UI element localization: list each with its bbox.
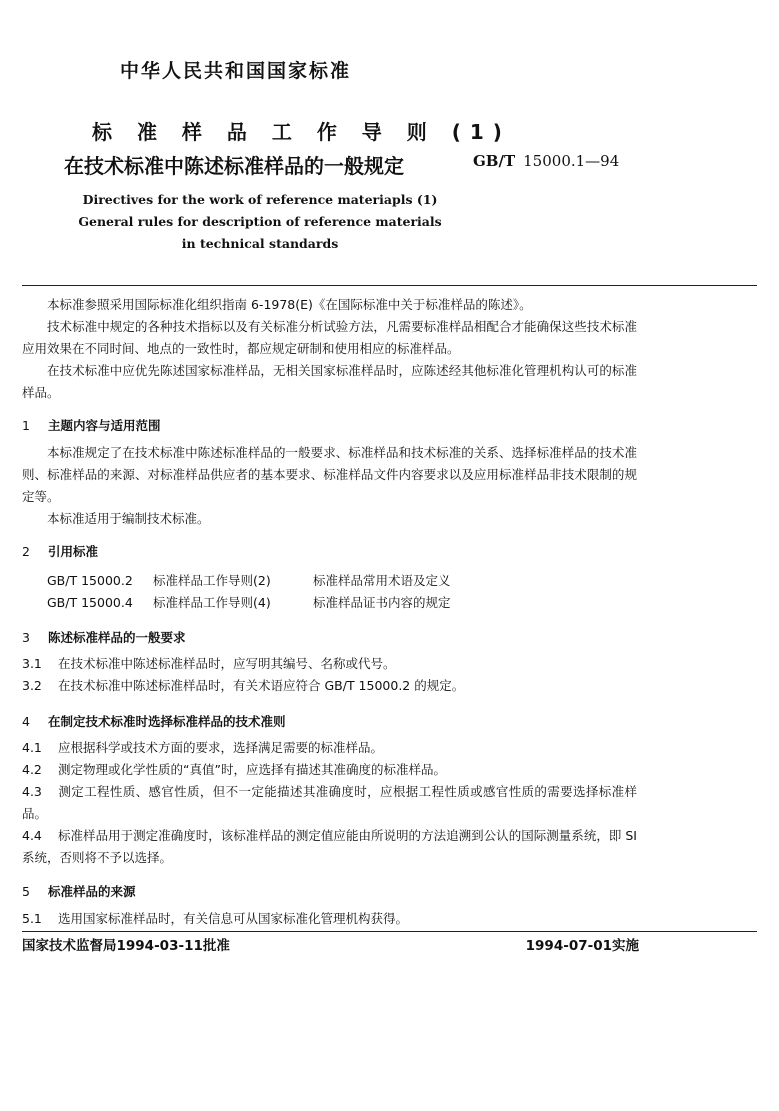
clause-text: 测定工程性质、感官性质，但不一定能描述其准确度时，应根据工程性质或感官性质的需要选择标准样品。 [22, 784, 637, 821]
document-title-line2: 在技术标准中陈述标准样品的一般规定 [64, 154, 404, 178]
preamble-paragraph: 在技术标准中应优先陈述国家标准样品，无相关国家标准样品时，应陈述经其他标准化管理机构认可的标准样品。 [22, 363, 637, 400]
section-heading [22, 542, 98, 560]
clause-item [22, 759, 637, 781]
clause-text: 在技术标准中陈述标准样品时，应写明其编号、名称或代号。 [58, 656, 396, 671]
section-number: 1 [22, 418, 30, 433]
standard-number [473, 152, 619, 170]
clause-item [22, 908, 637, 930]
clause-item [22, 781, 637, 825]
section-title: 在制定技术标准时选择标准样品的技术准则 [48, 714, 286, 729]
standard-number-value: 15000.1—94 [523, 152, 620, 170]
clause-number: 5.1 [22, 911, 42, 926]
reference-description: 标准样品证书内容的规定 [313, 595, 451, 610]
reference-entry [47, 571, 451, 589]
english-title-line1: Directives for the work of reference materiapls (1) [82, 192, 438, 207]
reference-code: GB/T 15000.4 [47, 595, 133, 610]
header-divider [22, 285, 757, 286]
section-heading [22, 416, 161, 434]
clause-item [22, 653, 637, 675]
document-title-line1: 标 准 样 品 工 作 导 则 (1) [92, 120, 511, 144]
section-title: 主题内容与适用范围 [48, 418, 161, 433]
english-title-line2: General rules for description of reference materials [78, 214, 442, 229]
section-heading [22, 712, 286, 730]
preamble-paragraph: 技术标准中规定的各种技术指标以及有关标准分析试验方法，凡需要标准样品相配合才能确保这些技术标准应用效果在不同时间、地点的一致性时，都应规定研制和使用相应的标准样品。 [22, 319, 637, 356]
clause-text: 标准样品用于测定准确度时，该标准样品的测定值应能由所说明的方法追溯到公认的国际测量系统，即 SI 系统，否则将不予以选择。 [22, 828, 637, 865]
clause-item [22, 675, 637, 697]
section-paragraph: 本标准适用于编制技术标准。 [47, 511, 210, 526]
clause-item [22, 737, 637, 759]
clause-number: 4.3 [22, 784, 42, 799]
footer-divider [22, 931, 757, 932]
preamble-paragraph: 本标准参照采用国际标准化组织指南 6-1978(E)《在国际标准中关于标准样品的陈述》。 [47, 297, 532, 312]
section-heading [22, 628, 186, 646]
clause-number: 3.2 [22, 678, 42, 693]
clause-number: 4.4 [22, 828, 42, 843]
section-number: 5 [22, 884, 30, 899]
national-standard-label: 中华人民共和国国家标准 [120, 60, 352, 82]
reference-entry [47, 593, 451, 611]
approval-date: 国家技术监督局1994-03-11批准 [22, 938, 230, 954]
clause-item [22, 825, 637, 869]
english-title-line3: in technical standards [181, 236, 339, 251]
reference-name: 标准样品工作导则(2) [153, 573, 271, 588]
standard-code: GB/T [473, 152, 516, 170]
clause-number: 4.2 [22, 762, 42, 777]
clause-text: 选用国家标准样品时，有关信息可从国家标准化管理机构获得。 [58, 911, 409, 926]
reference-code: GB/T 15000.2 [47, 573, 133, 588]
section-title: 引用标准 [48, 544, 99, 559]
clause-number: 3.1 [22, 656, 42, 671]
section-number: 2 [22, 544, 30, 559]
clause-text: 测定物理或化学性质的“真值”时，应选择有描述其准确度的标准样品。 [58, 762, 446, 777]
section-number: 3 [22, 630, 30, 645]
section-paragraph: 本标准规定了在技术标准中陈述标准样品的一般要求、标准样品和技术标准的关系、选择标准样品的技术准则、标准样品的来源、对标准样品供应者的基本要求、标准样品文件内容要求以及应用标准样品非技术限制的规定等。 [22, 445, 637, 504]
section-number: 4 [22, 714, 30, 729]
clause-text: 在技术标准中陈述标准样品时，有关术语应符合 GB/T 15000.2 的规定。 [58, 678, 465, 693]
section-title: 标准样品的来源 [48, 884, 136, 899]
clause-text: 应根据科学或技术方面的要求，选择满足需要的标准样品。 [58, 740, 384, 755]
section-heading [22, 882, 136, 900]
reference-name: 标准样品工作导则(4) [153, 595, 271, 610]
section-title: 陈述标准样品的一般要求 [48, 630, 186, 645]
implementation-date: 1994-07-01实施 [525, 938, 639, 954]
reference-description: 标准样品常用术语及定义 [313, 573, 451, 588]
clause-number: 4.1 [22, 740, 42, 755]
